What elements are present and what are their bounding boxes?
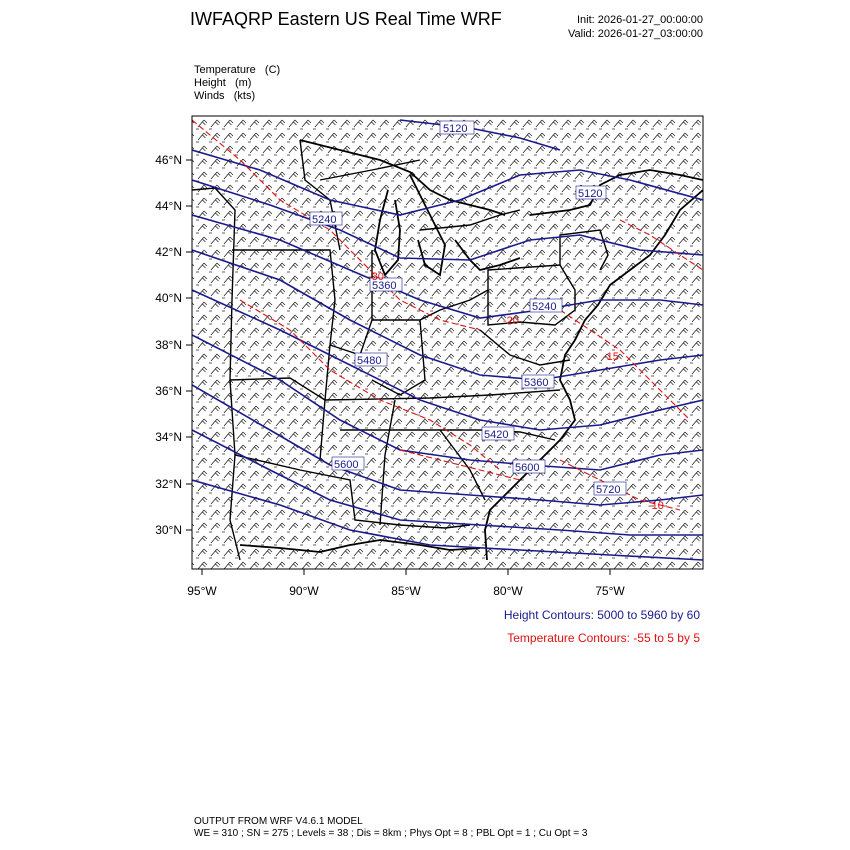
height-label: 5360 (524, 377, 549, 389)
lon-tick-label: 85°W (391, 584, 421, 598)
height-contour-note: Height Contours: 5000 to 5960 by 60 (503, 608, 700, 622)
height-label: 5240 (532, 301, 557, 313)
height-label: 5480 (357, 355, 382, 367)
lat-tick-label: 40°N (155, 291, 182, 305)
lon-tick-label: 80°W (493, 584, 523, 598)
footer-line-1: OUTPUT FROM WRF V4.6.1 MODEL (194, 816, 363, 827)
variable-height: Height (m) (194, 77, 252, 89)
map-title: IWFAQRP Eastern US Real Time WRF (190, 9, 502, 29)
lat-tick-label: 30°N (155, 523, 182, 537)
height-label: 5360 (372, 280, 397, 292)
temperature-label: -30 (368, 271, 384, 283)
lat-tick-label: 36°N (155, 384, 182, 398)
lat-tick-label: 38°N (155, 338, 182, 352)
temperature-contour-note: Temperature Contours: -55 to 5 by 5 (507, 631, 700, 645)
init-time: Init: 2026-01-27_00:00:00 (577, 14, 703, 26)
lat-tick-label: 44°N (155, 199, 182, 213)
height-label: 5420 (484, 429, 509, 441)
height-label: 5600 (334, 459, 359, 471)
temperature-label: -15 (603, 351, 619, 363)
lon-axis (187, 569, 625, 598)
temperature-label: -20 (503, 315, 519, 327)
height-label: 5120 (578, 188, 603, 200)
height-label: 5720 (596, 484, 621, 496)
lat-tick-label: 46°N (155, 153, 182, 167)
lat-tick-label: 42°N (155, 245, 182, 259)
height-label: 5240 (312, 214, 337, 226)
variable-temperature: Temperature (C) (194, 64, 281, 76)
variable-winds: Winds (kts) (194, 90, 256, 102)
model-footer (194, 816, 587, 840)
height-label: 5600 (515, 462, 540, 474)
lat-axis (155, 153, 192, 537)
lon-tick-label: 90°W (289, 584, 319, 598)
lat-tick-label: 34°N (155, 430, 182, 444)
temperature-label: -10 (648, 500, 664, 512)
lon-tick-label: 75°W (595, 584, 625, 598)
valid-time: Valid: 2026-01-27_03:00:00 (568, 28, 703, 40)
lat-tick-label: 32°N (155, 477, 182, 491)
lon-tick-label: 95°W (187, 584, 217, 598)
height-label: 5120 (443, 123, 468, 135)
footer-line-2: WE = 310 ; SN = 275 ; Levels = 38 ; Dis = 8km ; Phys Opt = 8 ; PBL Opt = 1 ; Cu Opt = 3 (194, 828, 588, 839)
map-area (192, 116, 703, 569)
